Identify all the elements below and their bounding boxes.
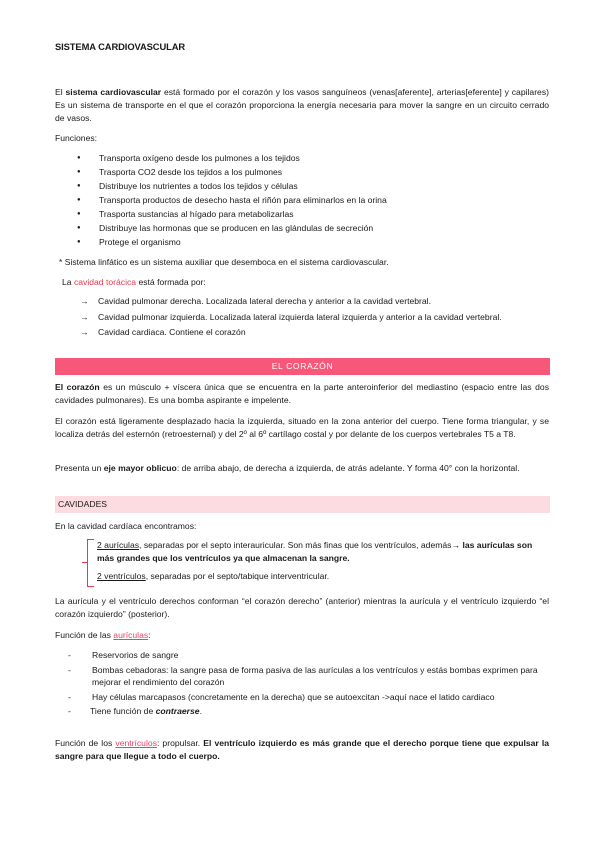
section-band-cavidades: CAVIDADES <box>55 496 550 513</box>
arrow-icon: → <box>80 327 89 337</box>
list-item: - Hay células marcapasos (concretamente en la derecha) que se autoexcitan ->aquí nace el latido cardiaco <box>68 691 548 704</box>
cavidad-toracica-line <box>62 276 206 289</box>
cavidad-pre: La <box>62 277 72 287</box>
ventriculos-term-link[interactable]: ventrículos <box>115 738 157 748</box>
ventriculos-link[interactable]: 2 ventrículos <box>97 571 146 581</box>
arrow-icon: → <box>80 296 89 306</box>
funciones-label: Funciones: <box>55 133 98 143</box>
list-item: ● Transporta oxígeno desde los pulmones a los tejidos <box>77 151 547 165</box>
intro-paragraph <box>55 86 549 125</box>
intro-text-start: El <box>55 87 63 97</box>
corazon-paragraph-1: El corazón es un músculo + víscera única que se encuentra en la parte anteroinferior del mediastino (espacio entre las dos cavidades pulmonares). Es una bomba aspirante e impelente. <box>55 382 550 405</box>
list-item: - Bombas cebadoras: la sangre pasa de forma pasiva de las aurículas a los ventrículos y estás bombas exprimen para mejorar el rendimiento del corazón <box>68 664 548 689</box>
auriculas-term-link[interactable]: aurículas <box>113 630 149 640</box>
list-item: ● Trasporta sustancias al hígado para metabolizarlas <box>77 207 547 221</box>
arrow-icon: → <box>80 311 89 322</box>
cavidad-post: está formada por: <box>138 277 206 287</box>
intro-bold-term: sistema cardiovascular <box>65 87 162 97</box>
intro-text-rest: está formado por el corazón y los vasos sanguíneos (venas[aferente], arterias[eferente] y capilares) Es un sistema de transporte en el que el corazón proporciona la energía necesaria para mover la sangre en un circuito cerrado de vasos. <box>55 87 549 123</box>
page-title: SISTEMA CARDIOVASCULAR <box>55 41 186 52</box>
list-item: → Cavidad cardiaca. Contiene el corazón <box>80 326 548 340</box>
list-item: - Reservorios de sangre <box>68 649 548 662</box>
list-item: ● Distribuye los nutrientes a todos los tejidos y células <box>77 179 547 193</box>
brace-bracket <box>87 539 94 587</box>
funcion-ventriculos-paragraph: Función de los ventrículos: propulsar. El ventrículo izquierdo es más grande que el derecho porque tiene que expulsar la sangre para que llegue a todo el cuerpo. <box>55 738 550 761</box>
list-item: ● Protege el organismo <box>77 235 547 249</box>
list-item: → Cavidad pulmonar izquierda. Localizada lateral izquierda lateral izquierda y anterior a la cavidad vertebral. <box>80 311 548 325</box>
list-item: ● Distribuye las hormonas que se producen en las glándulas de secreción <box>77 221 547 235</box>
nota-linfatico: * Sistema linfático es un sistema auxiliar que desemboca en el sistema cardiovascular. <box>59 257 389 267</box>
ventriculos-line: 2 ventrículos, separadas por el septo/tabique interventricular. <box>97 571 330 581</box>
cavidad-list <box>80 295 548 342</box>
cavidad-term: cavidad torácica <box>73 277 137 287</box>
list-item: ● Trasporta CO2 desde los tejidos a los pulmones <box>77 165 547 179</box>
arrow-icon: → <box>451 540 461 550</box>
list-item: - Tiene función de contraerse. <box>68 705 548 718</box>
funciones-list <box>77 151 547 249</box>
corazon-derecho-paragraph: La aurícula y el ventrículo derechos conforman “el corazón derecho” (anterior) mientras la aurícula y el ventrículo izquierdo “el corazón izquierdo” (posterior). <box>55 596 549 619</box>
brace-tick <box>82 562 88 563</box>
auriculas-link[interactable]: 2 aurículas <box>97 540 140 550</box>
section-band-corazon: EL CORAZÓN <box>55 358 550 375</box>
list-item: → Cavidad pulmonar derecha. Localizada lateral derecha y anterior a la cavidad vertebral. <box>80 295 548 309</box>
cavidades-intro: En la cavidad cardíaca encontramos: <box>55 521 197 531</box>
funcion-auriculas-list <box>68 649 548 720</box>
auriculas-line: 2 aurículas, separadas por el septo interauricular. Son más finas que los ventrículos, además→ las aurículas son más grandes que los ventrículos ya que almacenan la sangre. <box>97 540 533 563</box>
list-item: ● Transporta productos de desecho hasta el riñón para eliminarlos en la orina <box>77 193 547 207</box>
funcion-auriculas-heading: Función de las aurículas: <box>55 630 151 640</box>
corazon-paragraph-2: El corazón está ligeramente desplazado hacia la izquierda, situado en la zona anterior del cuerpo. Tiene forma triangular, y se localiza detrás del esternón (retroesternal) y del 2º al 6º cartílago costal y por delante de los cuerpos vertebrales T5 a T8. <box>55 416 549 439</box>
corazon-paragraph-3: Presenta un eje mayor oblicuo: de arriba abajo, de derecha a izquierda, de atrás adelante. Y forma 40° con la horizontal. <box>55 463 520 473</box>
